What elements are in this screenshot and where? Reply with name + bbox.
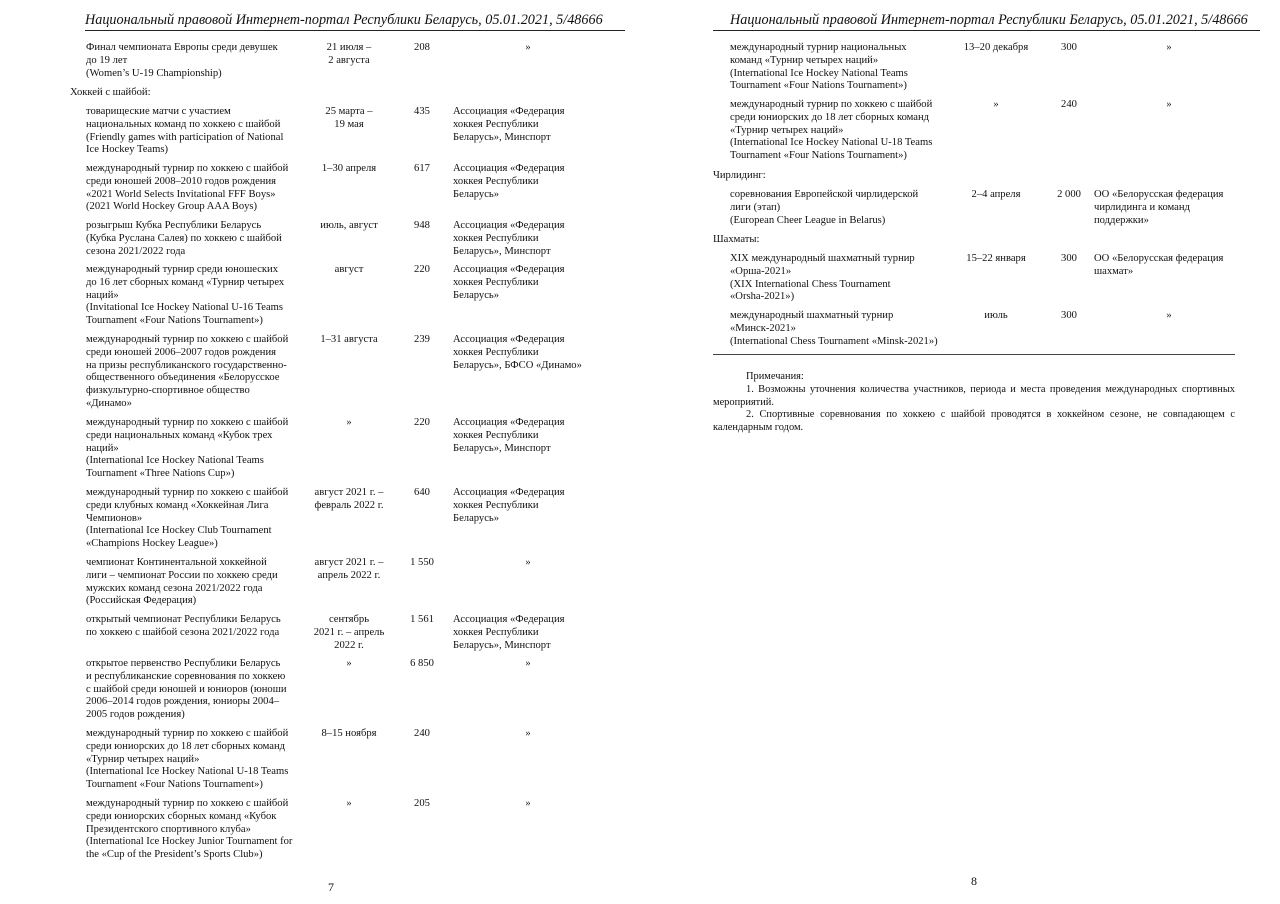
event-dates: 2–4 апреля <box>971 189 1021 200</box>
table-row <box>60 264 620 328</box>
event-dates: 21 июля – 2 августа <box>326 42 372 66</box>
event-dates: » <box>346 417 352 428</box>
event-dates: » <box>346 798 352 809</box>
page-header: Национальный правовой Интернет-портал Республики Беларусь, 05.01.2021, 5/48666 <box>713 12 1260 31</box>
table-row <box>713 42 1245 93</box>
organizer: » <box>525 42 531 53</box>
event-name: открытое первенство Республики Беларусь и республиканские соревнования по хоккею с шайбой среди юношей и юниоров (юноши 2006–2014 годов рождения, юниоры 2004– 2005 годов рождения) <box>86 658 287 721</box>
participants-count: 6 850 <box>410 658 434 669</box>
table-row <box>60 557 620 608</box>
organizer: Ассоциация «Федерация хоккея Республики Беларусь» <box>453 163 565 200</box>
organizer: Ассоциация «Федерация хоккея Республики Беларусь», Минспорт <box>453 417 565 454</box>
event-dates: 13–20 декабря <box>963 42 1029 53</box>
event-dates: 15–22 января <box>966 253 1026 264</box>
event-dates: август <box>334 264 364 275</box>
table-row <box>60 487 620 551</box>
event-name: международный турнир национальных команд «Турнир четырех наций» (International Ice Hockey National Teams Tournament «Four Nations Tournament») <box>730 42 908 92</box>
participants-count: 220 <box>414 417 430 428</box>
participants-count: 205 <box>414 798 430 809</box>
participants-count: 300 <box>1061 310 1077 321</box>
event-dates: 1–30 апреля <box>321 163 377 174</box>
event-name: международный турнир по хоккею с шайбой среди клубных команд «Хоккейная Лига Чемпионов» (International Ice Hockey Club Tournament «Champions Hockey League») <box>86 487 289 550</box>
event-name: открытый чемпионат Республики Беларусь по хоккею с шайбой сезона 2021/2022 года <box>86 614 281 638</box>
event-dates: 1–31 августа <box>320 334 378 345</box>
notes <box>713 371 1235 435</box>
table-row <box>60 163 620 214</box>
participants-count: 1 561 <box>410 614 434 625</box>
table-row <box>60 334 620 411</box>
event-name: соревнования Европейской чирлидерской лиги (этап) (European Cheer League in Belarus) <box>730 189 919 226</box>
event-dates: август 2021 г. – апрель 2022 г. <box>314 557 384 581</box>
table-row <box>60 220 620 258</box>
notes-title: Примечания: <box>746 371 804 382</box>
table-row <box>60 106 620 157</box>
table-row <box>713 253 1245 304</box>
table-row <box>713 99 1245 163</box>
page-right <box>705 0 1248 904</box>
participants-count: 640 <box>414 487 430 498</box>
event-name: чемпионат Континентальной хоккейной лиги – чемпионат России по хоккею среди мужских команд сезона 2021/2022 года (Российская Федерация) <box>86 557 278 607</box>
organizer: » <box>1166 42 1172 53</box>
section-heading: Хоккей с шайбой: <box>70 87 151 98</box>
event-name: международный турнир по хоккею с шайбой среди юниорских до 18 лет сборных команд «Турнир четырех наций» (International Ice Hockey National U-18 Teams Tournament «Four Nations Tournament») <box>730 99 933 162</box>
table-row <box>60 658 620 722</box>
table-row <box>60 42 620 80</box>
event-name: международный турнир среди юношеских до 16 лет сборных команд «Турнир четырех наций» (Invitational Ice Hockey National U-16 Teams Tournament «Four Nations Tournament») <box>86 264 285 327</box>
organizer: ОО «Белорусская федерация чирлидинга и команд поддержки» <box>1094 189 1224 226</box>
event-dates: 25 марта – 19 мая <box>325 106 373 130</box>
event-dates: июль, август <box>320 220 378 231</box>
participants-count: 208 <box>414 42 430 53</box>
event-name: розыгрыш Кубка Республики Беларусь (Кубка Руслана Салея) по хоккею с шайбой сезона 2021/2022 года <box>86 220 282 257</box>
participants-count: 220 <box>414 264 430 275</box>
table-row <box>60 614 620 652</box>
organizer: Ассоциация «Федерация хоккея Республики Беларусь», Минспорт <box>453 220 565 257</box>
note-item: 1. Возможны уточнения количества участников, периода и места проведения международных спортивных мероприятий. <box>713 383 1235 408</box>
page-left <box>60 0 620 904</box>
participants-count: 240 <box>414 728 430 739</box>
organizer: » <box>1166 310 1172 321</box>
participants-count: 617 <box>414 163 430 174</box>
participants-count: 300 <box>1061 42 1077 53</box>
organizer: » <box>525 658 531 669</box>
events-table <box>713 42 1245 435</box>
event-name: международный турнир по хоккею с шайбой среди национальных команд «Кубок трех наций» (International Ice Hockey National Teams Tournament «Three Nations Cup») <box>86 417 289 480</box>
section-heading: Чирлидинг: <box>713 170 766 181</box>
organizer: » <box>525 728 531 739</box>
organizer: Ассоциация «Федерация хоккея Республики Беларусь», Минспорт <box>453 106 565 143</box>
table-row <box>713 189 1245 227</box>
event-dates: август 2021 г. – февраль 2022 г. <box>314 487 384 511</box>
event-dates: июль <box>984 310 1008 321</box>
event-name: международный турнир по хоккею с шайбой среди юниорских до 18 лет сборных команд «Турнир четырех наций» (International Ice Hockey National U-18 Teams Tournament «Four Nations Tournament») <box>86 728 289 791</box>
organizer: » <box>525 557 531 568</box>
organizer: Ассоциация «Федерация хоккея Республики Беларусь» <box>453 264 565 301</box>
organizer: ОО «Белорусская федерация шахмат» <box>1094 253 1224 277</box>
table-row <box>60 798 620 862</box>
table-row <box>60 417 620 481</box>
section-heading: Шахматы: <box>713 234 760 245</box>
page-number: 8 <box>971 874 977 888</box>
event-dates: сентябрь 2021 г. – апрель 2022 г. <box>313 614 385 651</box>
table-row <box>713 310 1245 348</box>
event-name: международный шахматный турнир «Минск-2021» (International Chess Tournament «Minsk-2021») <box>730 310 938 347</box>
participants-count: 948 <box>414 220 430 231</box>
event-name: международный турнир по хоккею с шайбой среди юниорских сборных команд «Кубок Президентского спортивного клуба» (International Ice Hockey Junior Tournament for the «Cup of the President’s Sports Club») <box>86 798 293 861</box>
organizer: » <box>525 798 531 809</box>
event-dates: » <box>993 99 999 110</box>
participants-count: 300 <box>1061 253 1077 264</box>
event-name: Финал чемпионата Европы среди девушек до 19 лет (Women’s U-19 Championship) <box>86 42 278 79</box>
participants-count: 2 000 <box>1057 189 1081 200</box>
organizer: Ассоциация «Федерация хоккея Республики Беларусь», БФСО «Динамо» <box>453 334 582 371</box>
event-name: товарищеские матчи с участием национальных команд по хоккею с шайбой (Friendly games with participation of National Ice Hockey Teams) <box>86 106 284 156</box>
page-header: Национальный правовой Интернет-портал Республики Беларусь, 05.01.2021, 5/48666 <box>85 12 625 31</box>
page-number: 7 <box>328 880 334 894</box>
table-row <box>60 728 620 792</box>
event-name: международный турнир по хоккею с шайбой среди юношей 2008–2010 годов рождения «2021 World Selects Invitational FFF Boys» (2021 World Hockey Group AAA Boys) <box>86 163 289 213</box>
event-dates: 8–15 ноября <box>321 728 377 739</box>
organizer: Ассоциация «Федерация хоккея Республики Беларусь» <box>453 487 565 524</box>
event-name: XIX международный шахматный турнир «Орша-2021» (XIX International Chess Tournament «Orsha-2021») <box>730 253 915 303</box>
participants-count: 239 <box>414 334 430 345</box>
organizer: » <box>1166 99 1172 110</box>
event-name: международный турнир по хоккею с шайбой среди юношей 2006–2007 годов рождения на призы республиканского государственно- общественного объединения «Белорусское физкультурно-спортивное общество «Динамо» <box>86 334 289 409</box>
participants-count: 1 550 <box>410 557 434 568</box>
organizer: Ассоциация «Федерация хоккея Республики Беларусь», Минспорт <box>453 614 565 651</box>
participants-count: 240 <box>1061 99 1077 110</box>
table-bottom-rule <box>713 354 1235 355</box>
event-dates: » <box>346 658 352 669</box>
events-table <box>60 42 620 868</box>
participants-count: 435 <box>414 106 430 117</box>
note-item: 2. Спортивные соревнования по хоккею с шайбой проводятся в хоккейном сезоне, не совпадающем с календарным годом. <box>713 409 1235 434</box>
